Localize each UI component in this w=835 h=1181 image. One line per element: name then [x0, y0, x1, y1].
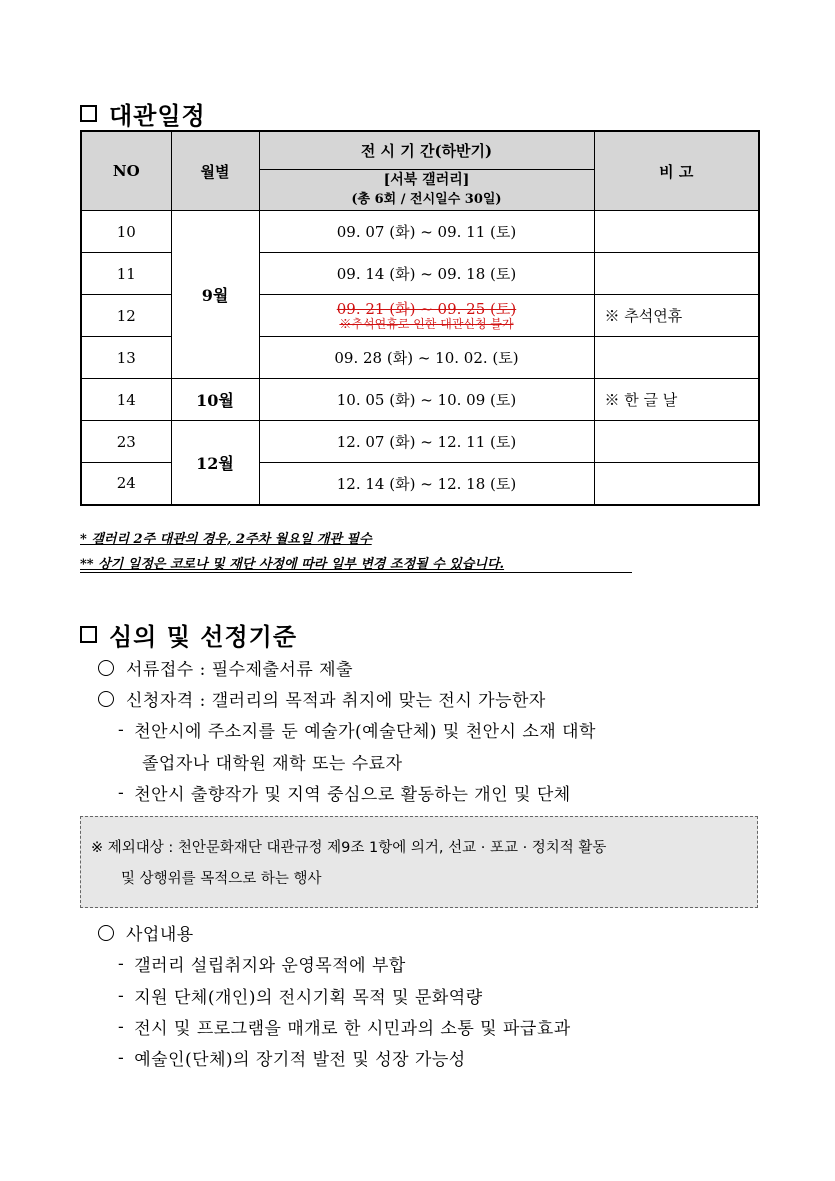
item-text: 신청자격 : 갤러리의 목적과 취지에 맞는 전시 가능한자	[126, 691, 546, 711]
row-remark: ※ 추석연휴	[594, 295, 759, 337]
header-summary: (총 6회 / 전시일수 30일)	[351, 192, 502, 207]
dash-bullet: -	[118, 782, 125, 803]
section-title-text: 심의 및 선정기준	[109, 622, 297, 651]
month-cell: 12월	[171, 421, 259, 505]
header-gallery	[259, 170, 594, 211]
struck-date: 09. 21 (화) ~ 09. 25 (토)	[336, 299, 517, 318]
sub-text: 천안시 출향작가 및 지역 중심으로 활동하는 개인 및 단체	[134, 785, 571, 805]
header-no: NO	[81, 131, 171, 211]
row-no: 23	[81, 421, 171, 463]
section-title-schedule	[80, 96, 206, 131]
circle-bullet-icon	[98, 660, 114, 676]
row-no: 11	[81, 253, 171, 295]
bullet-text: 예술인(단체)의 장기적 발전 및 성장 가능성	[134, 1050, 466, 1070]
exclusion-box	[80, 816, 758, 908]
dash-bullet: -	[118, 1016, 125, 1037]
row-no: 10	[81, 211, 171, 253]
note-2: ** 상기 일정은 코로나 및 재단 사정에 따라 일부 변경 조정될 수 있습니다.	[80, 557, 505, 572]
criteria-item-eligibility	[98, 686, 546, 711]
table-row	[81, 211, 759, 253]
checkbox-square-icon	[80, 626, 97, 643]
dash-bullet: -	[118, 1047, 125, 1068]
dash-bullet: -	[118, 985, 125, 1006]
eligibility-sub-2	[118, 780, 571, 805]
row-date-struck	[259, 295, 594, 337]
section-title-criteria	[80, 617, 297, 652]
circle-bullet-icon	[98, 925, 114, 941]
criteria-item-business	[98, 920, 194, 945]
table-row	[81, 379, 759, 421]
bullet-text: 갤러리 설립취지와 운영목적에 부합	[134, 956, 406, 976]
bullet-text: 전시 및 프로그램을 매개로 한 시민과의 소통 및 파급효과	[134, 1019, 571, 1039]
note-1: * 갤러리 2주 대관의 경우, 2주차 월요일 개관 필수	[80, 532, 372, 547]
header-gallery-name: [서북 갤러리]	[383, 172, 470, 188]
item-text: 서류접수 : 필수제출서류 제출	[126, 660, 354, 680]
header-period: 전 시 기 간(하반기)	[259, 131, 594, 170]
eligibility-sub-1-cont: 졸업자나 대학원 재학 또는 수료자	[142, 754, 403, 774]
dash-bullet: -	[118, 953, 125, 974]
item-text: 사업내용	[126, 925, 194, 945]
header-remark: 비 고	[594, 131, 759, 211]
struck-note: ※추석연휴로 인한 대관신청 불가	[339, 316, 514, 331]
header-month: 월별	[171, 131, 259, 211]
row-date: 12. 07 (화) ~ 12. 11 (토)	[259, 421, 594, 463]
exclusion-line-2: 및 상행위를 목적으로 하는 행사	[121, 871, 322, 887]
row-remark	[594, 463, 759, 505]
row-date: 09. 28 (화) ~ 10. 02. (토)	[259, 337, 594, 379]
month-cell: 10월	[171, 379, 259, 421]
schedule-table	[80, 130, 760, 506]
business-bullet	[118, 1045, 466, 1070]
row-no: 14	[81, 379, 171, 421]
checkbox-square-icon	[80, 105, 97, 122]
exclusion-line-1: ※ 제외대상 : 천안문화재단 대관규정 제9조 1항에 의거, 선교 · 포교 · 정치적 활동	[91, 840, 607, 856]
row-remark: ※ 한 글 날	[594, 379, 759, 421]
table-row	[81, 421, 759, 463]
section-title-text: 대관일정	[109, 101, 206, 130]
business-bullet	[118, 1014, 571, 1039]
row-remark	[594, 421, 759, 463]
eligibility-sub-1	[118, 717, 596, 742]
business-bullet	[118, 983, 483, 1008]
row-date: 10. 05 (화) ~ 10. 09 (토)	[259, 379, 594, 421]
row-date: 09. 14 (화) ~ 09. 18 (토)	[259, 253, 594, 295]
row-no: 13	[81, 337, 171, 379]
row-date: 09. 07 (화) ~ 09. 11 (토)	[259, 211, 594, 253]
month-cell: 9월	[171, 211, 259, 379]
row-remark	[594, 211, 759, 253]
circle-bullet-icon	[98, 691, 114, 707]
note-divider	[80, 572, 632, 573]
criteria-item-documents	[98, 655, 353, 680]
row-date: 12. 14 (화) ~ 12. 18 (토)	[259, 463, 594, 505]
dash-bullet: -	[118, 719, 125, 740]
business-bullet	[118, 951, 406, 976]
row-remark	[594, 253, 759, 295]
row-no: 24	[81, 463, 171, 505]
row-no: 12	[81, 295, 171, 337]
row-remark	[594, 337, 759, 379]
sub-text: 천안시에 주소지를 둔 예술가(예술단체) 및 천안시 소재 대학	[134, 722, 596, 742]
bullet-text: 지원 단체(개인)의 전시기획 목적 및 문화역량	[134, 988, 483, 1008]
